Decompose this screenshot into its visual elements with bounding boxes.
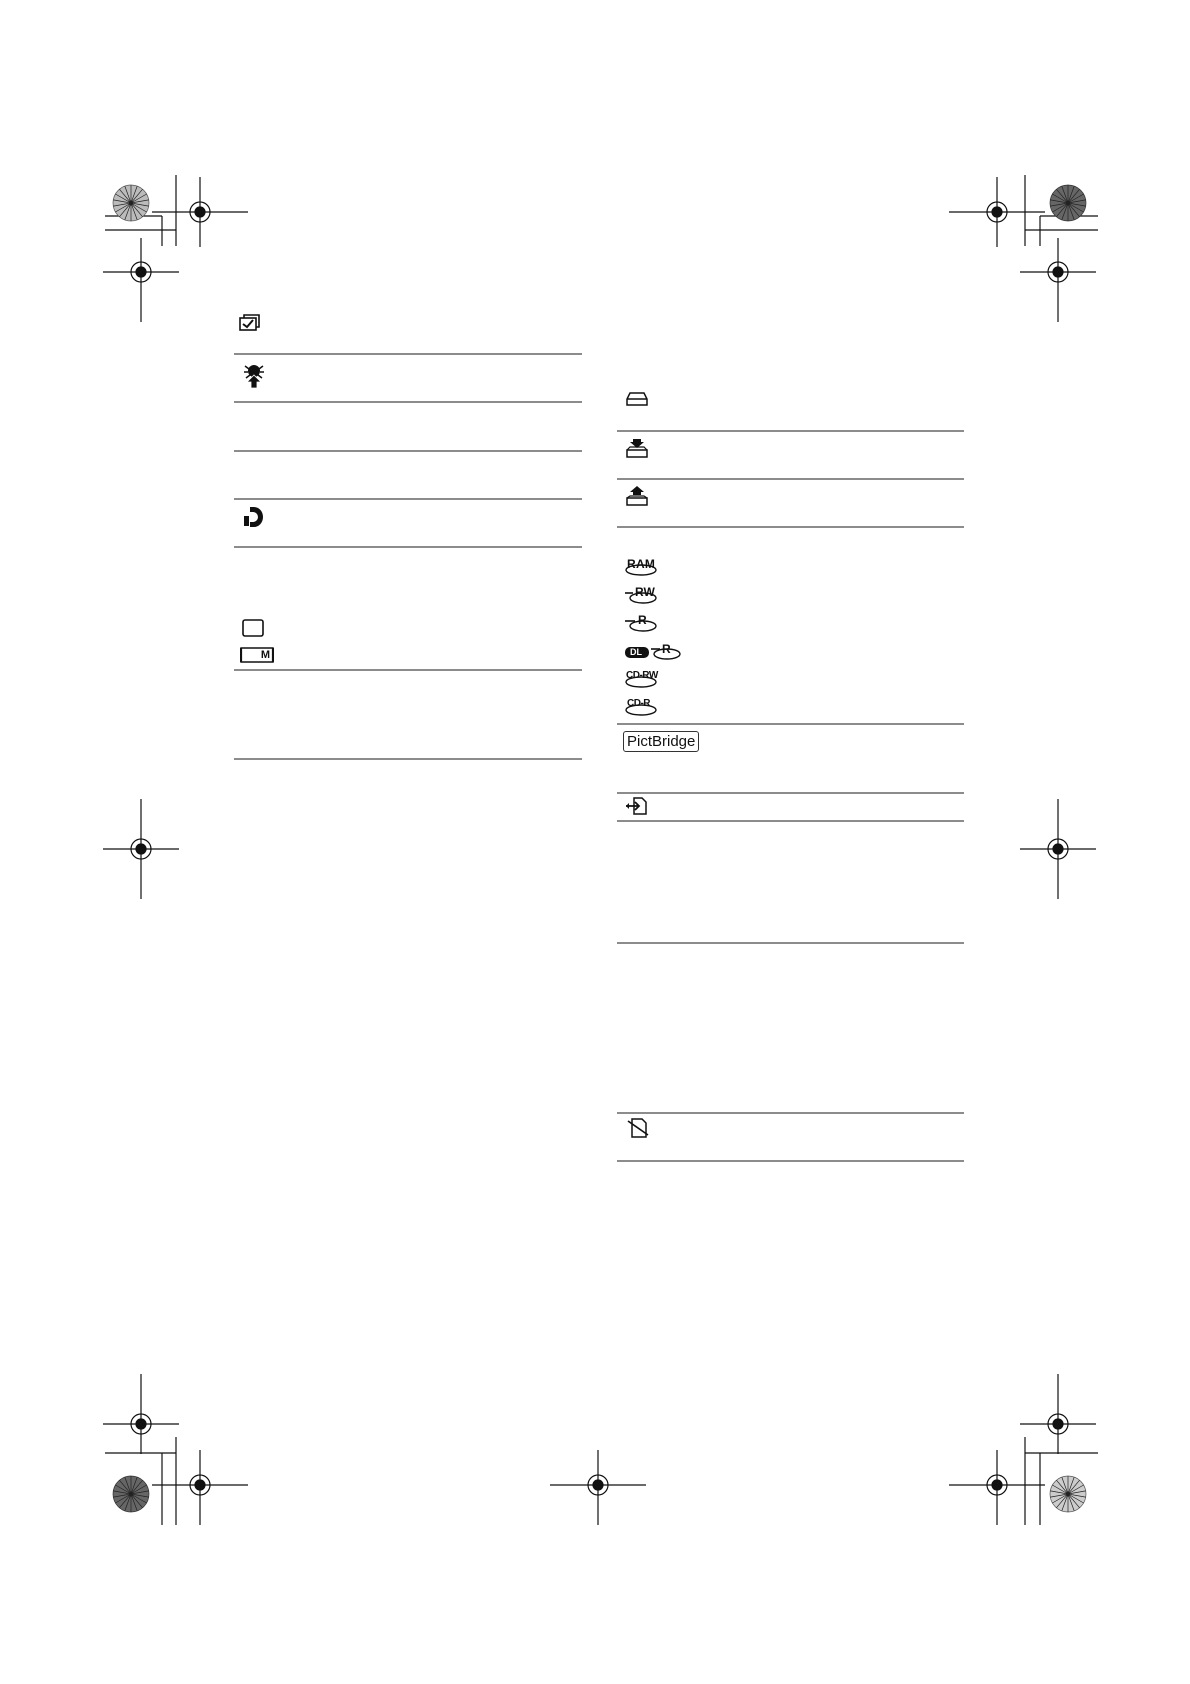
frame-wide-m-label: M	[260, 649, 270, 661]
card-write-protect-icon	[627, 1118, 649, 1138]
divider	[234, 498, 582, 500]
divider	[617, 478, 964, 480]
divider	[617, 792, 964, 794]
spider-upload-icon	[243, 363, 265, 389]
disc-r-icon	[624, 613, 658, 633]
frame-rect-icon	[242, 619, 264, 637]
divider	[234, 401, 582, 403]
disc-cd-rw-label: CD-RW	[626, 670, 658, 681]
disc-cd-r-label: CD-R	[627, 698, 650, 709]
drive-eject-icon	[626, 486, 648, 506]
divider	[617, 1160, 964, 1162]
disc-r-label: R	[638, 613, 647, 627]
divider	[234, 758, 582, 760]
frame-wide-m-icon	[240, 647, 274, 663]
disc-cd-rw-icon	[624, 669, 658, 689]
stamp-check-icon	[239, 314, 261, 332]
disc-rw-icon	[624, 585, 658, 605]
divider	[617, 942, 964, 944]
disc-rw-label: RW	[635, 585, 655, 599]
dpof-icon	[243, 506, 265, 528]
divider	[234, 450, 582, 452]
divider	[234, 669, 582, 671]
divider	[234, 353, 582, 355]
drive-insert-icon	[626, 438, 648, 458]
divider	[617, 526, 964, 528]
divider	[617, 820, 964, 822]
pictbridge-logo: PictBridge	[623, 731, 699, 752]
disc-ram-icon	[624, 557, 658, 577]
disc-dl-label: DL	[630, 647, 642, 657]
disc-ram-label: RAM	[627, 557, 656, 571]
usb-connect-icon	[625, 797, 647, 815]
divider	[234, 546, 582, 548]
drive-icon	[626, 392, 648, 406]
disc-dl-r-icon	[624, 641, 682, 661]
svg-text:R: R	[662, 642, 671, 656]
divider	[617, 723, 964, 725]
disc-cd-r-icon	[624, 697, 658, 717]
divider	[617, 1112, 964, 1114]
divider	[617, 430, 964, 432]
